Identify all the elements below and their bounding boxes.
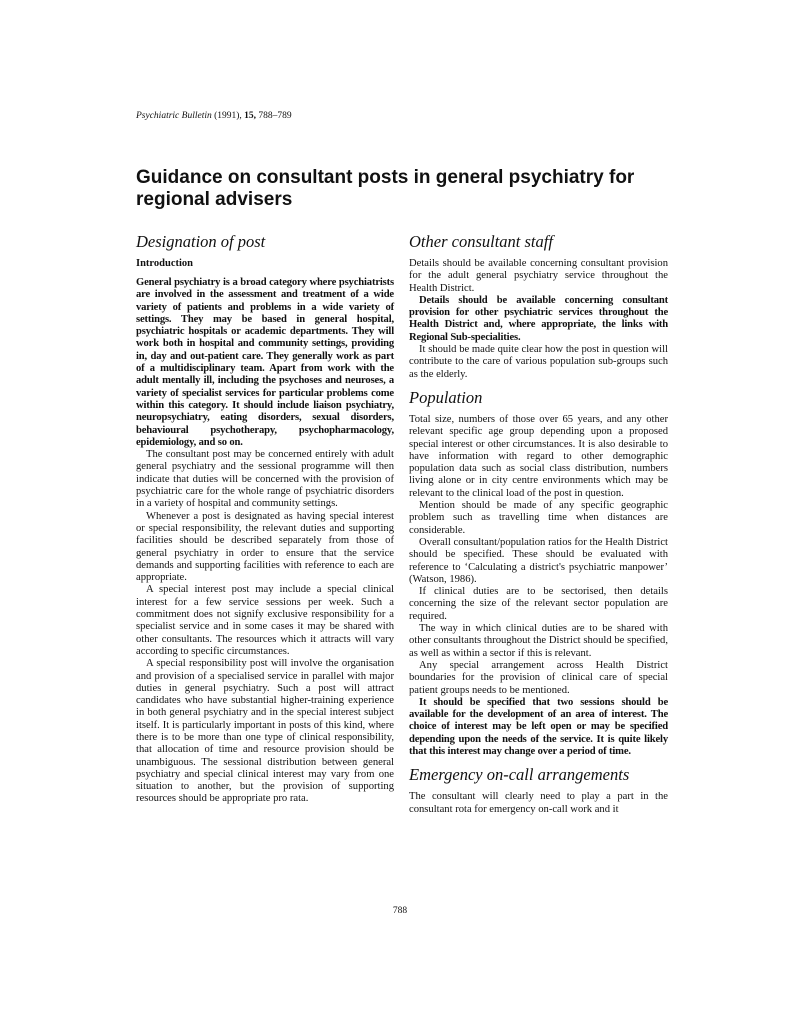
body-paragraph: The way in which clinical duties are to be shared with other consultants throughout the District should be specified, as well as within a sector if this is relevant. xyxy=(409,623,668,659)
introduction-subheading: Introduction xyxy=(136,258,193,269)
body-paragraph: A special responsibility post will involve the organisation and provision of a specialised service in parallel with major duties in general psychiatry. Such a post will attract candidates who have substantial higher-training experience in both general psychiatry and in the special interest subject itself. It is particularly important in posts of this kind, where there is to be more than one type of clinical responsibility, that allocation of time and resource provision should be unambiguous. The sessional distribution between general psychiatry and special clinical interest may vary from one situation to another, but the provision of supporting resources should be appropriate pro rata. xyxy=(136,658,394,805)
body-paragraph: If clinical duties are to be sectorised, then details concerning the size of the relevant sector population are required. xyxy=(409,586,668,622)
page-number: 788 xyxy=(392,906,408,916)
body-paragraph-bold: It should be specified that two sessions should be available for the development of an area of interest. The choice of interest may be left open or may be specified depending upon the needs of the service. It is quite likely that this interest may change over a period of time. xyxy=(409,696,668,757)
body-paragraph: The consultant will clearly need to play a part in the consultant rota for emergency on-call work and it xyxy=(409,791,668,815)
citation-volume: 15, xyxy=(244,111,257,121)
body-paragraph-bold: Details should be available concerning consultant provision for other psychiatric services throughout the Health District and, where appropriate, the links with Regional Sub-specialities. xyxy=(409,294,668,343)
population-heading: Population xyxy=(409,387,483,407)
emergency-heading: Emergency on-call arrangements xyxy=(409,765,630,785)
citation-pages: 788–789 xyxy=(258,111,292,121)
body-paragraph: Details should be available concerning consultant provision for the adult general psychiatry service throughout the Health District. xyxy=(409,258,668,294)
article-title: Guidance on consultant posts in general psychiatry for regional advisers xyxy=(136,167,635,210)
left-column xyxy=(136,232,394,806)
body-paragraph: Any special arrangement across Health District boundaries for the provision of clinical care of special patient groups needs to be mentioned. xyxy=(409,659,668,696)
other-staff-heading: Other consultant staff xyxy=(409,232,553,251)
body-paragraph: The consultant post may be concerned entirely with adult general psychiatry and the sessional programme will then indicate that duties will be concerned with the provision of psychiatric care for the whole range of psychiatric disorders in a variety of hospital and community settings. xyxy=(136,449,394,510)
body-paragraph: Mention should be made of any specific geographic problem such as travelling time when distances are considerable. xyxy=(409,500,668,536)
body-paragraph: Whenever a post is designated as having special interest or special responsibility, the relevant duties and supporting facilities should be described separately from those of general psychiatry in order to ensure that the service demands and supporting facilities with reference to each are appropriate. xyxy=(136,510,394,584)
citation xyxy=(136,111,292,121)
body-paragraph: Total size, numbers of those over 65 years, and any other relevant specific age group depending upon a proposed special interest or other circumstances. It is also desirable to have information with regard to other demographic population data such as social class distribution, numbers living alone or in city centre environments which may be relevant to the clinical load of the post in question. xyxy=(409,413,668,499)
citation-year: (1991), xyxy=(214,111,242,121)
right-column xyxy=(409,232,668,816)
citation-journal: Psychiatric Bulletin xyxy=(136,111,212,121)
body-paragraph: A special interest post may include a special clinical interest for a few service sessions per week. Such a commitment does not signify exclusive responsibility for a specialist service and in some cases it may be shared with other consultants. The resources which it attracts will vary according to specific circumstances. xyxy=(136,584,394,657)
designation-heading: Designation of post xyxy=(136,232,266,251)
introduction-paragraph: General psychiatry is a broad category where psychiatrists are involved in the assessment and treatment of a wide variety of patients and problems in a wide variety of settings. They may be based in general hospital, psychiatric hospitals or academic departments. They will work both in hospital and community settings, providing in, day and out-patient care. They generally work as part of a multidisciplinary team. Apart from work with the adult mentally ill, including the psychoses and neuroses, a variety of specialist services for particular problems come within this category. It should include liaison psychiatry, neuropsychiatry, eating disorders, sexual disorders, behavioural psychotherapy, psychopharmacology, epidemiology, and so on. xyxy=(136,277,394,448)
body-paragraph: It should be made quite clear how the post in question will contribute to the care of various population sub-groups such as the elderly. xyxy=(409,344,668,380)
body-paragraph: Overall consultant/population ratios for the Health District should be specified. These should be evaluated with reference to ‘Calculating a district's psychiatric manpower’ (Watson, 1986). xyxy=(409,536,668,585)
